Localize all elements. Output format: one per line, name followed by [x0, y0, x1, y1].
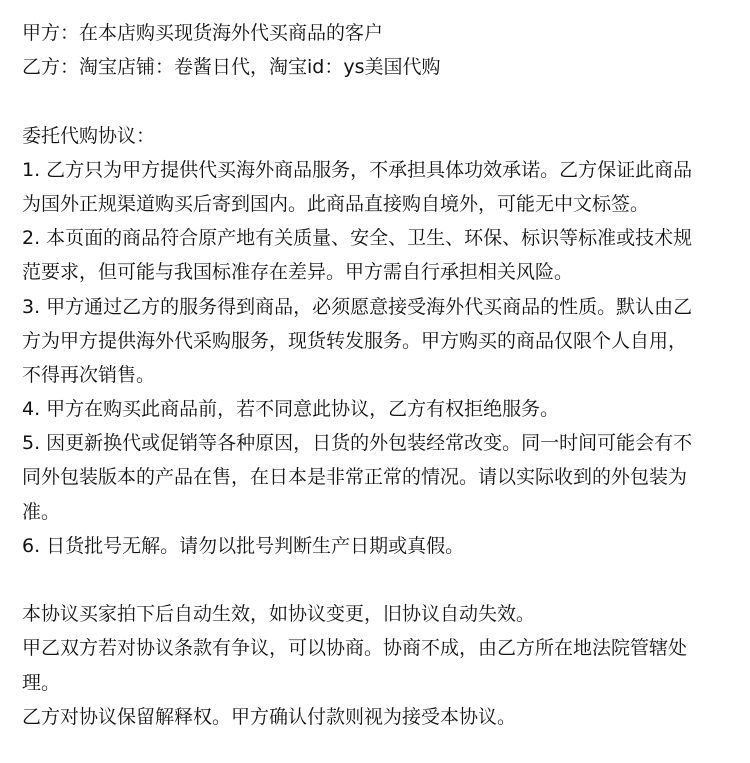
spacer: [22, 84, 734, 118]
party-b-line: 乙方：淘宝店铺：卷酱日代，淘宝id：ys美国代购: [22, 56, 441, 79]
spacer: [22, 563, 734, 597]
footer-line: 甲乙双方若对协议条款有争议，可以协商。协商不成，由乙方所在地法院管辖处: [22, 637, 688, 660]
footer-line: 理。: [22, 671, 61, 694]
footer-line: 本协议买家拍下后自动生效，如协议变更，旧协议自动失效。: [22, 603, 536, 626]
party-a-line: 甲方：在本店购买现货海外代买商品的客户: [22, 22, 384, 44]
clause-line: 准。: [22, 500, 61, 523]
agreement-document: [22, 16, 734, 734]
clause-line: 1. 乙方只为甲方提供代买海外商品服务，不承担具体功效承诺。乙方保证此商品: [22, 158, 693, 181]
agreement-title: 委托代购协议：: [22, 124, 156, 147]
clause-line: 6. 日货批号无解。请勿以批号判断生产日期或真假。: [22, 534, 465, 557]
clause-line: 3. 甲方通过乙方的服务得到商品，必须愿意接受海外代买商品的性质。默认由乙: [22, 295, 693, 318]
clause-line: 为国外正规渠道购买后寄到国内。此商品直接购自境外，可能无中文标签。: [22, 192, 650, 215]
clause-line: 方为甲方提供海外代采购服务，现货转发服务。甲方购买的商品仅限个人自用，: [22, 329, 688, 352]
clause-line: 5. 因更新换代或促销等各种原因，日货的外包装经常改变。同一时间可能会有不: [22, 432, 693, 455]
clause-line: 4. 甲方在购买此商品前，若不同意此协议，乙方有权拒绝服务。: [22, 398, 560, 421]
clause-line: 2. 本页面的商品符合原产地有关质量、安全、卫生、环保、标识等标准或技术规: [22, 227, 693, 250]
footer-line: 乙方对协议保留解释权。甲方确认付款则视为接受本协议。: [22, 705, 517, 728]
clause-line: 不得再次销售。: [22, 363, 156, 386]
clause-line: 同外包装版本的产品在售，在日本是非常正常的情况。请以实际收到的外包装为: [22, 466, 688, 489]
clause-line: 范要求，但可能与我国标准存在差异。甲方需自行承担相关风险。: [22, 261, 574, 284]
